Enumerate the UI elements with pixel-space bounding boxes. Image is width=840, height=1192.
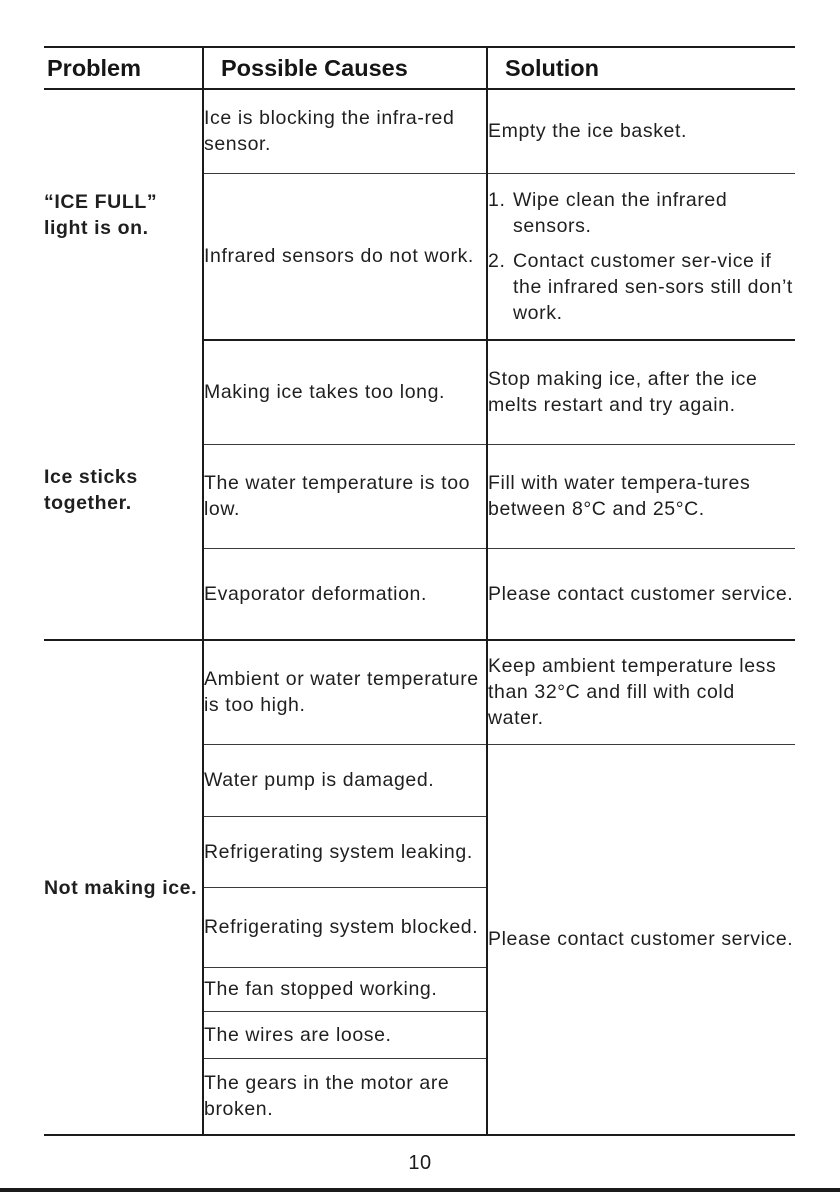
solution-cell: Stop making ice, after the ice melts restart and try again.: [487, 340, 795, 444]
cause-cell: Ice is blocking the infra-red sensor.: [203, 89, 487, 173]
cause-cell: Water pump is damaged.: [203, 744, 487, 816]
page-bottom-rule: [0, 1188, 840, 1192]
page-number: 10: [408, 1152, 432, 1174]
table-row: [44, 340, 795, 444]
solution-cell: Keep ambient temperature less than 32°C and fill with cold water.: [487, 640, 795, 744]
problem-ice-full: “ICE FULL” light is on.: [44, 191, 158, 239]
cause-cell: Refrigerating system leaking.: [203, 816, 487, 887]
solution-cell: [487, 173, 795, 340]
problem-not-making-ice: Not making ice.: [44, 640, 203, 1135]
cause-cell: Evaporator deformation.: [203, 548, 487, 640]
cause-cell: The water temperature is too low.: [203, 444, 487, 548]
cause-cell: The gears in the motor are broken.: [203, 1058, 487, 1135]
step-number: 1.: [488, 188, 506, 211]
step-text: Contact customer ser-vice if the infrared sen-sors still don’t work.: [513, 249, 793, 324]
step-text: Wipe clean the infrared sensors.: [513, 188, 728, 237]
shared-solution-cell: Please contact customer service.: [487, 744, 795, 1135]
cause-cell: The wires are loose.: [203, 1011, 487, 1058]
solution-step: [488, 187, 795, 239]
cause-cell: Refrigerating system blocked.: [203, 887, 487, 967]
table-row: [44, 640, 795, 744]
header-problem: Problem: [44, 47, 203, 89]
header-possible-causes: Possible Causes: [203, 47, 487, 89]
header-solution: Solution: [487, 47, 795, 89]
cause-cell: Infrared sensors do not work.: [203, 173, 487, 340]
step-number: 2.: [488, 249, 506, 272]
cause-cell: The fan stopped working.: [203, 967, 487, 1011]
solution-step: [488, 248, 795, 326]
cause-cell: Making ice takes too long.: [203, 340, 487, 444]
table-header-row: [44, 47, 795, 89]
cause-cell: Ambient or water temperature is too high.: [203, 640, 487, 744]
table-row: [44, 89, 795, 173]
solution-cell: Fill with water tempera-tures between 8°C and 25°C.: [487, 444, 795, 548]
solution-cell: Please contact customer service.: [487, 548, 795, 640]
troubleshooting-table: [44, 46, 795, 1136]
problem-ice-sticks: Ice sticks together.: [44, 340, 203, 640]
solution-steps-list: [488, 187, 795, 326]
solution-cell: Empty the ice basket.: [487, 89, 795, 173]
